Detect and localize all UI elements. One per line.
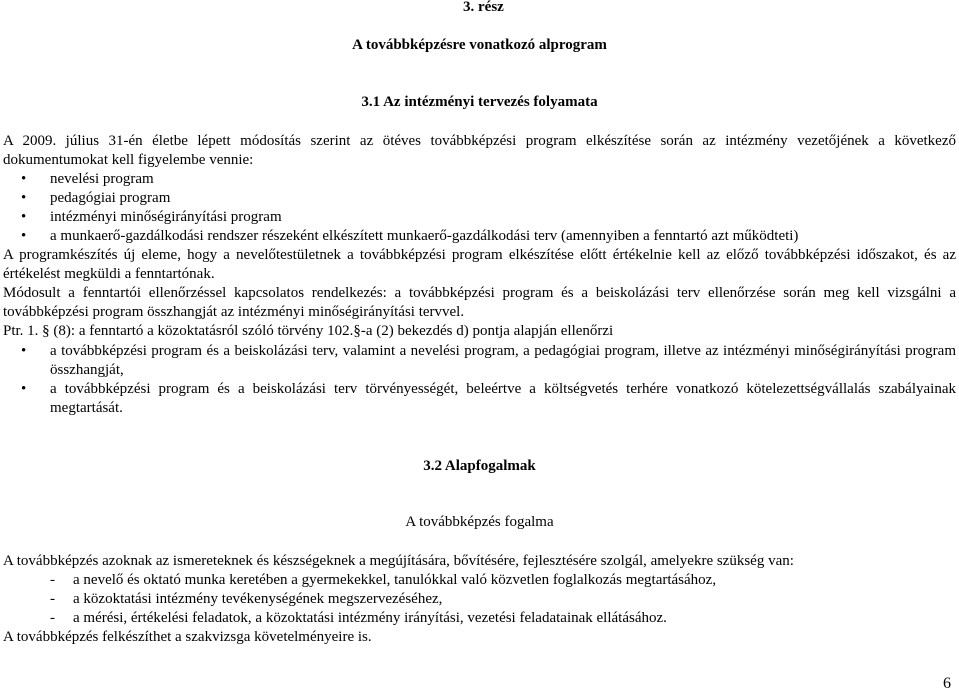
part-heading: 3. rész (463, 0, 504, 15)
page-number: 6 (943, 675, 951, 692)
law-reference: Ptr. 1. § (8): a fenntartó a közoktatásról szóló törvény 102.§-a (2) bekezdés d) pontja alapján ellenőrzi (3, 323, 614, 339)
section-3-1-title: 3.1 Az intézményi tervezés folyamata (361, 94, 598, 110)
section-3-2-title: 3.2 Alapfogalmak (423, 458, 536, 474)
bullet-icon: • (21, 190, 27, 206)
list-item: - a közoktatási intézmény tevékenységének megszervezéséhez, (50, 591, 443, 607)
dash-marker: - (50, 610, 55, 626)
list-item: - a nevelő és oktató munka keretében a gyermekekkel, tanulókkal való közvetlen foglalkozás megtartásához, (50, 572, 717, 588)
dash-marker: - (50, 572, 55, 588)
subprogram-title: A továbbképzésre vonatkozó alprogram (352, 37, 607, 53)
bullet-icon: • (21, 228, 27, 244)
check-list (3, 342, 956, 418)
definition-intro: A továbbképzés azoknak az ismereteknek és készségeknek a megújítására, bővítésére, fejlesztésére szolgál, amelyekre szükség van: (3, 553, 794, 569)
dash-marker: - (50, 591, 55, 607)
list-item: - a mérési, értékelési feladatok, a közoktatási intézmény irányítási, vezetési feladatainak ellátásához. (50, 610, 667, 626)
list-item: • nevelési program (21, 171, 154, 187)
documents-list (3, 170, 956, 246)
list-item: • intézményi minőségirányítási program (21, 209, 282, 225)
closing-sentence: A továbbképzés felkészíthet a szakvizsga követelményeire is. (3, 629, 372, 645)
bullet-icon: • (21, 343, 27, 359)
bullet-icon: • (21, 171, 27, 187)
list-item: • pedagógiai program (21, 190, 171, 206)
bullet-icon: • (21, 381, 27, 397)
list-item: • a munkaerő-gazdálkodási rendszer részeként elkészített munkaerő-gazdálkodási terv (amennyiben a fenntartó azt működteti) (21, 228, 799, 244)
concept-title: A továbbképzés fogalma (405, 514, 554, 530)
list-item: • a továbbképzési program és a beiskolázási terv, valamint a nevelési program, a pedagógiai program, illetve az intézményi minőségirányítási program összhangját, (21, 343, 956, 378)
intro-paragraph: A 2009. július 31-én életbe lépett módosítás szerint az ötéves továbbképzési program elkészítése során az intézmény vezetőjének a következő dokumentumokat kell figyelembe vennie: (3, 133, 956, 168)
definition-list (3, 571, 956, 628)
program-paragraph: A programkészítés új eleme, hogy a nevelőtestületnek a továbbképzési program elkészítése előtt értékelnie kell az előző továbbképzési időszakot, és az értékelést megküldi a fenntartónak. (3, 247, 956, 282)
bullet-icon: • (21, 209, 27, 225)
modified-paragraph: Módosult a fenntartói ellenőrzéssel kapcsolatos rendelkezés: a továbbképzési program és a beiskolázási terv ellenőrzése során meg kell vizsgálni a továbbképzési program összhangját az intézményi minőségirányítási tervvel. (3, 285, 956, 320)
list-item: • a továbbképzési program és a beiskolázási terv törvényességét, beleértve a költségvetés terhére vonatkozó kötelezettségvállalás szabályainak megtartását. (21, 381, 956, 416)
